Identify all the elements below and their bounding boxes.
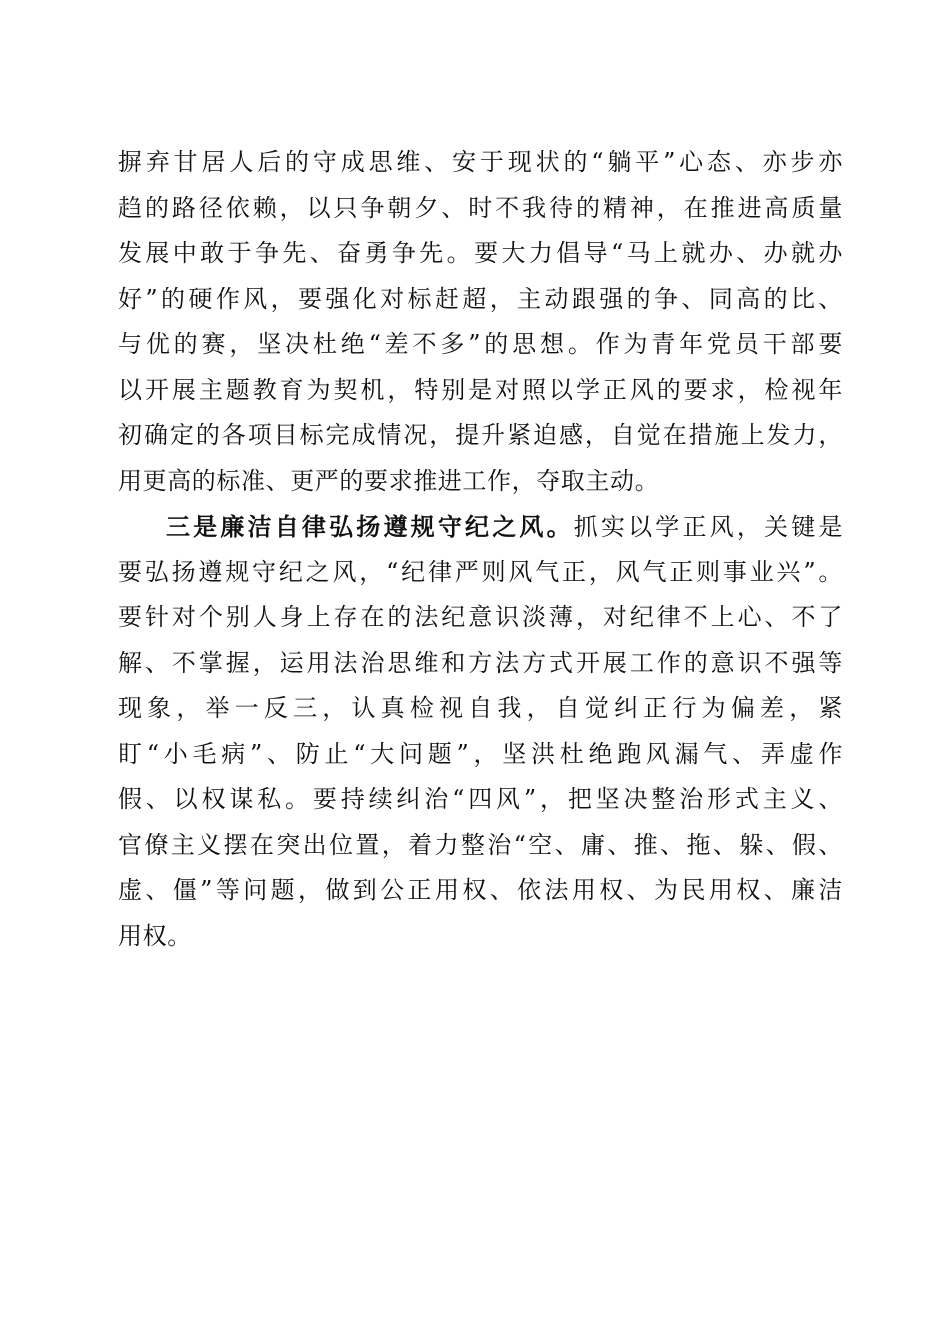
paragraph-line: 解、不掌握，运用法治思维和方法方式开展工作的意识不强等 (118, 648, 843, 677)
paragraph-line: 趋的路径依赖，以只争朝夕、时不我待的精神，在推进高质量 (118, 193, 843, 222)
paragraph-line: 与优的赛，坚决杜绝“差不多”的思想。作为青年党员干部要 (118, 330, 843, 358)
paragraph-line: 现象，举一反三，认真检视自我，自觉纠正行为偏差，紧 (118, 694, 843, 722)
paragraph-2 (118, 504, 843, 959)
paragraph-line: 虚、僵”等问题，做到公正用权、依法用权、为民用权、廉洁 (118, 876, 843, 904)
section-heading: 三是廉洁自律弘扬遵规守纪之风。 (166, 512, 574, 541)
paragraph-line: 要弘扬遵规守纪之风，“纪律严则风气正，风气正则事业兴”。 (118, 557, 843, 586)
paragraph-text: 抓实以学正风，关键是 (573, 513, 843, 541)
body-text (118, 140, 843, 959)
paragraph-line: 官僚主义摆在突出位置，着力整治“空、庸、推、拖、躲、假、 (118, 830, 843, 859)
paragraph-line: 用权。 (118, 921, 192, 950)
paragraph-line: 初确定的各项目标完成情况，提升紧迫感，自觉在措施上发力， (118, 421, 843, 449)
paragraph-line: 用更高的标准、更严的要求推进工作，夺取主动。 (118, 466, 660, 495)
paragraph-line: 要针对个别人身上存在的法纪意识淡薄，对纪律不上心、不了 (118, 603, 843, 631)
paragraph-1 (118, 140, 843, 504)
paragraph-line: 假、以权谋私。要持续纠治“四风”，把坚决整治形式主义、 (118, 785, 843, 813)
paragraph-line: 盯“小毛病”、防止“大问题”，坚洪杜绝跑风漏气、弄虚作 (118, 739, 843, 768)
paragraph-line: 好”的硬作风，要强化对标赶超，主动跟强的争、同高的比、 (118, 284, 843, 313)
paragraph-line: 发展中敢于争先、奋勇争先。要大力倡导“马上就办、办就办 (118, 239, 843, 267)
paragraph-line: 以开展主题教育为契机，特别是对照以学正风的要求，检视年 (118, 375, 843, 404)
paragraph-line: 摒弃甘居人后的守成思维、安于现状的“躺平”心态、亦步亦 (118, 148, 843, 176)
paragraph-first-line (118, 504, 843, 550)
